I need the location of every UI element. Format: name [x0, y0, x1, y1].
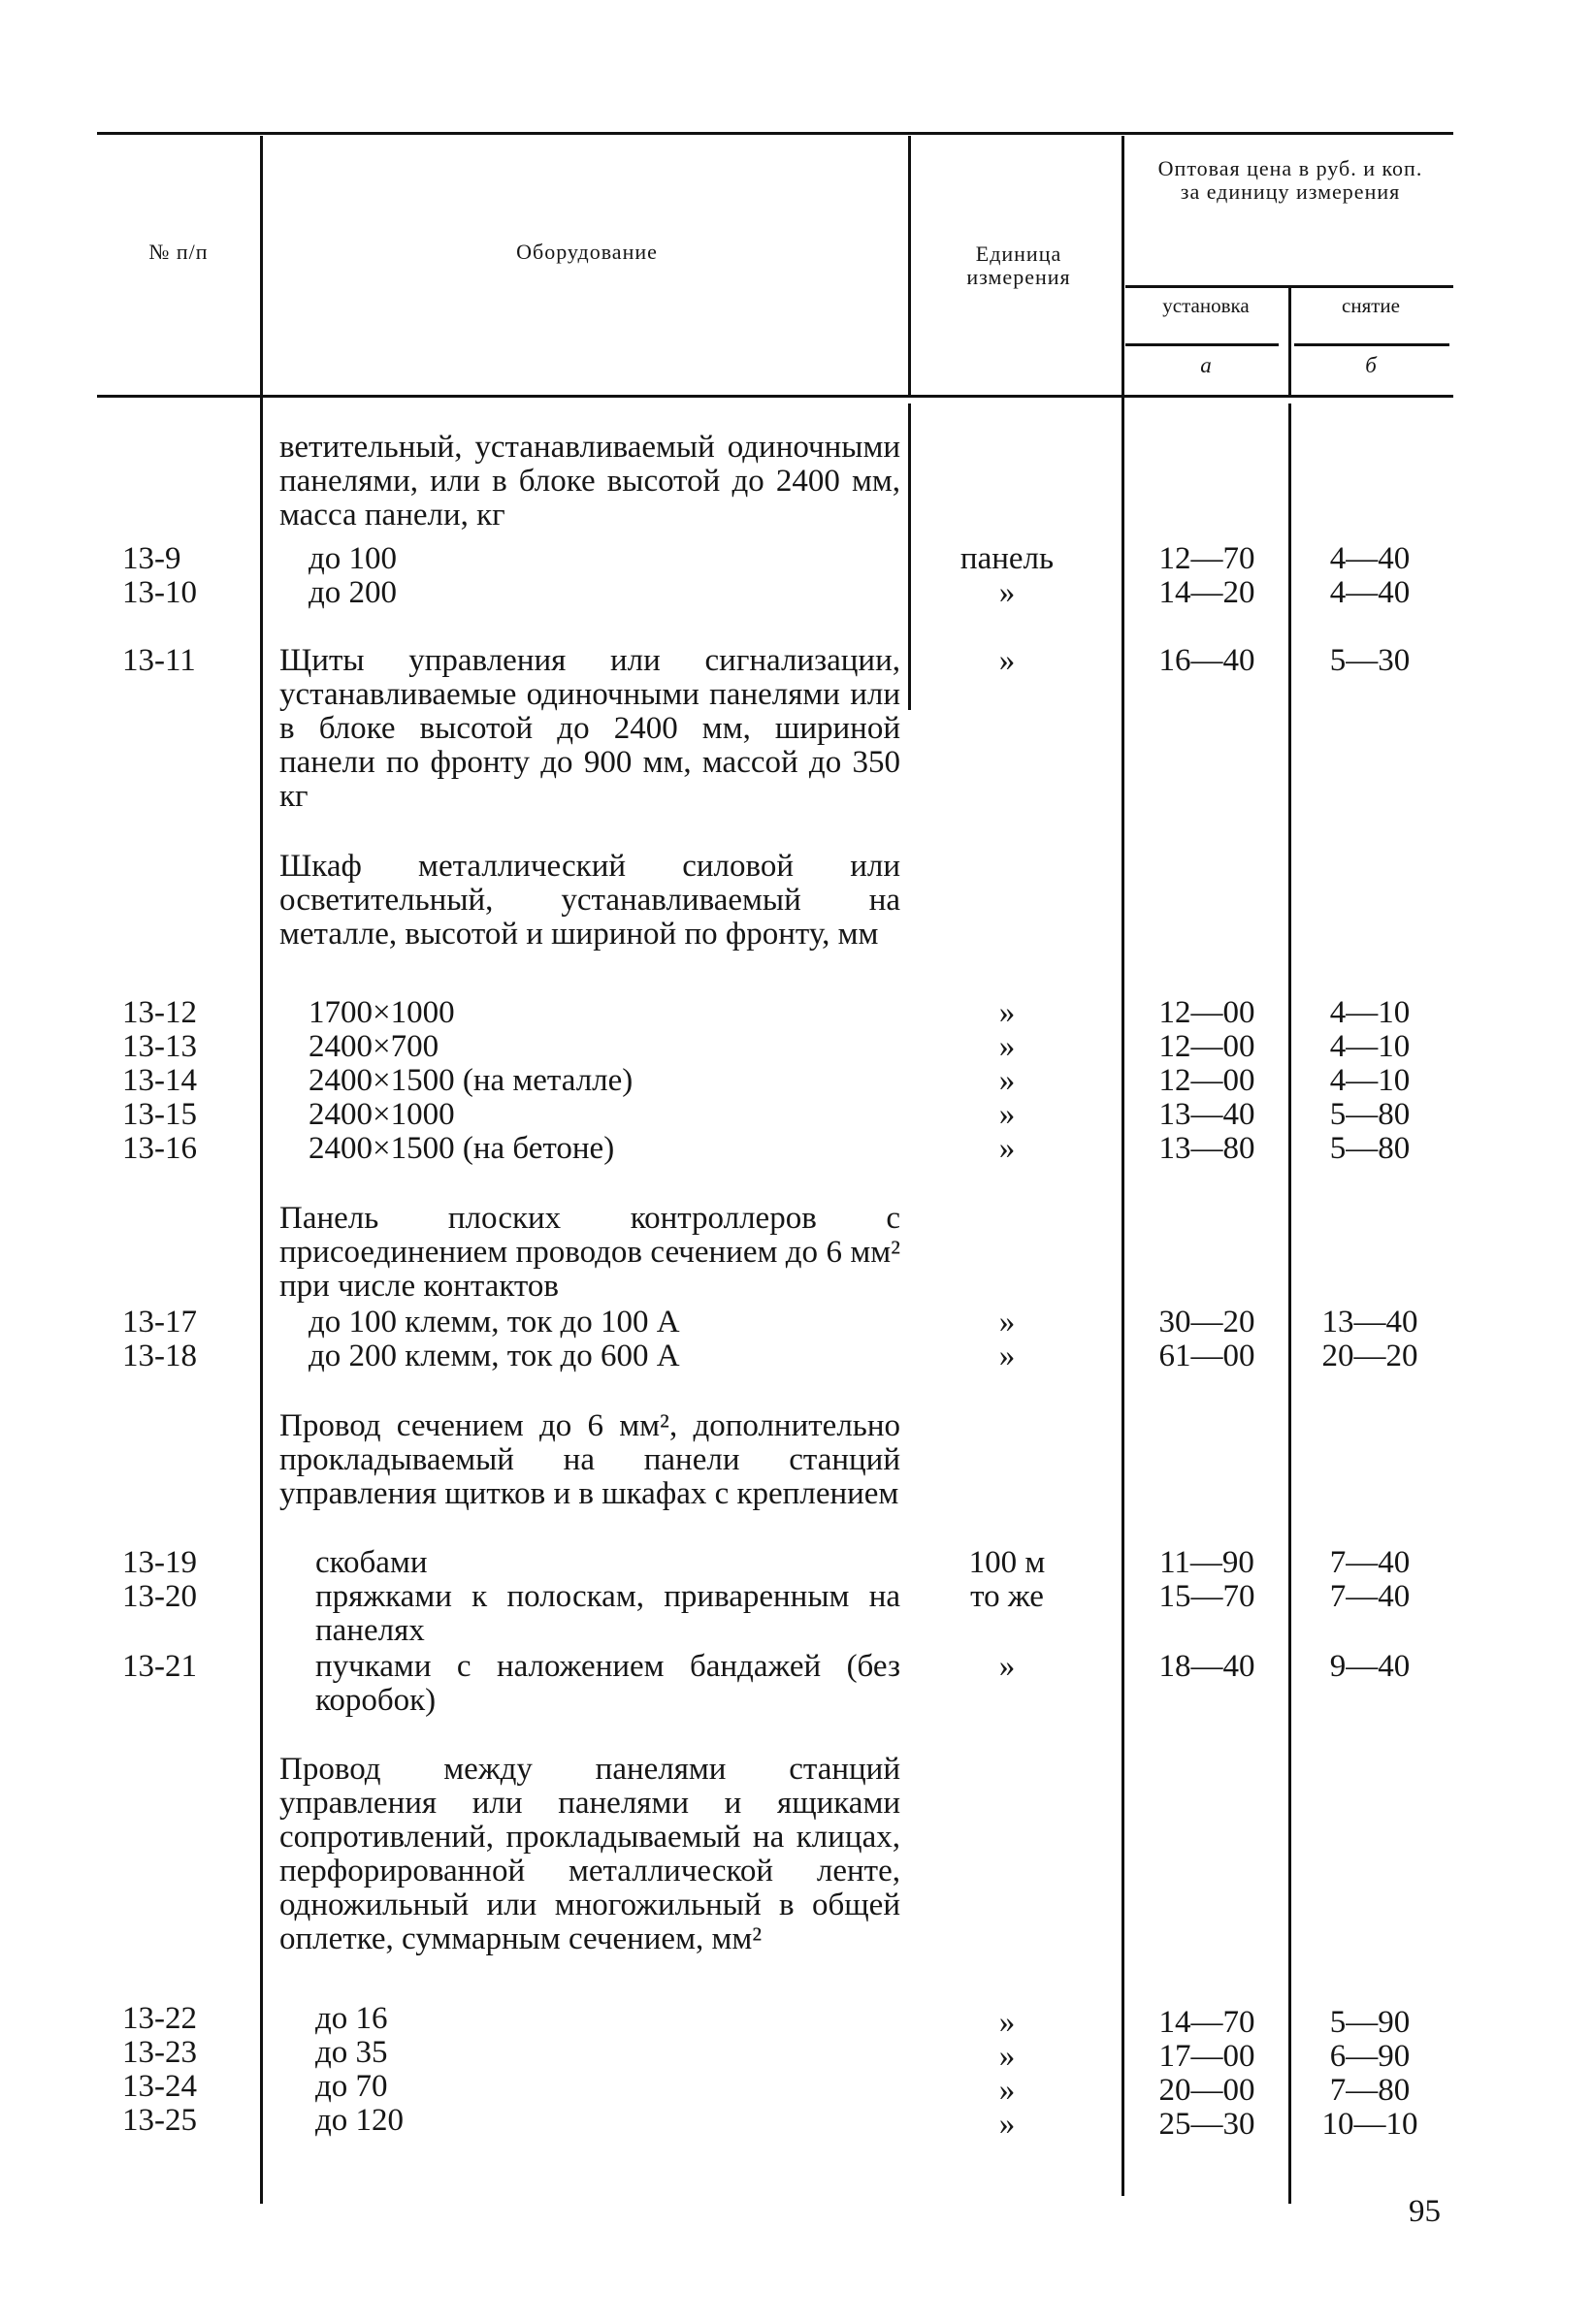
- price-install: 13—40: [1158, 1097, 1255, 1132]
- item-unit: »: [998, 575, 1016, 610]
- price-install: 17—00: [1158, 2039, 1255, 2074]
- price-install: 14—20: [1158, 575, 1255, 610]
- item-description: скобами: [315, 1545, 428, 1580]
- item-number: 13-14: [122, 1063, 197, 1098]
- price-remove: 4—10: [1329, 1063, 1411, 1098]
- item-description: до 100: [309, 541, 398, 576]
- col-divider-3: [1122, 136, 1124, 2196]
- group-description: Шкаф металлический силовой или осветительный, устанавливаемый на металле, высотой и шириной по фронту, мм: [279, 849, 900, 952]
- item-number: 13-11: [122, 643, 196, 678]
- item-description: 2400×1000: [309, 1097, 455, 1132]
- price-remove: 4—10: [1329, 1029, 1411, 1064]
- header-col-no: № п/п: [148, 240, 209, 264]
- price-remove: 5—80: [1329, 1131, 1411, 1166]
- item-number: 13-25: [122, 2103, 197, 2138]
- item-number: 13-24: [122, 2069, 197, 2104]
- item-number: 13-21: [122, 1649, 197, 1684]
- price-install: 12—00: [1158, 1029, 1255, 1064]
- price-install: 16—40: [1158, 643, 1255, 678]
- price-letter-rule-b: [1294, 343, 1449, 346]
- item-description: до 120: [315, 2103, 405, 2138]
- header-col-remove-letter: б: [1365, 353, 1377, 377]
- item-unit: »: [998, 1131, 1016, 1166]
- col-divider-2b: [908, 403, 911, 710]
- item-unit: »: [998, 995, 1016, 1030]
- price-remove: 5—90: [1329, 2005, 1411, 2040]
- header-col-install-letter: а: [1200, 353, 1212, 377]
- price-install: 13—80: [1158, 1131, 1255, 1166]
- item-unit: панель: [959, 541, 1055, 576]
- price-remove: 7—40: [1329, 1545, 1411, 1580]
- price-install: 12—00: [1158, 995, 1255, 1030]
- item-description: 2400×1500 (на металле): [309, 1063, 634, 1098]
- item-number: 13-23: [122, 2035, 197, 2070]
- price-install: 12—70: [1158, 541, 1255, 576]
- item-description: до 200: [309, 575, 398, 610]
- header-col-price-group: Оптовая цена в руб. и коп. за единицу измерения: [1157, 156, 1423, 204]
- item-unit: »: [998, 2039, 1016, 2074]
- item-unit: то же: [970, 1579, 1044, 1614]
- price-install: 15—70: [1158, 1579, 1255, 1614]
- item-description: до 35: [315, 2035, 388, 2070]
- item-number: 13-16: [122, 1131, 197, 1166]
- header-bottom-rule: [97, 395, 1453, 398]
- item-unit: »: [998, 2005, 1016, 2040]
- price-remove: 6—90: [1329, 2039, 1411, 2074]
- group-description: Панель плоских контроллеров с присоединением проводов сечением до 6 мм² при числе контактов: [279, 1201, 900, 1304]
- price-remove: 5—30: [1329, 643, 1411, 678]
- item-description: до 16: [315, 2001, 388, 2036]
- item-number: 13-12: [122, 995, 197, 1030]
- group-description: Провод сечением до 6 мм², дополнительно прокладываемый на панели станций управления щитков и в шкафах с креплением: [279, 1408, 900, 1511]
- item-unit: »: [998, 1063, 1016, 1098]
- item-description: до 70: [315, 2069, 388, 2104]
- price-remove: 4—40: [1329, 541, 1411, 576]
- item-description: 2400×1500 (на бетоне): [309, 1131, 615, 1166]
- item-number: 13-15: [122, 1097, 197, 1132]
- price-remove: 5—80: [1329, 1097, 1411, 1132]
- price-remove: 7—80: [1329, 2073, 1411, 2108]
- item-description: до 200 клемм, ток до 600 А: [309, 1339, 680, 1373]
- item-description: Щиты управления или сигнализации, устанавливаемые одиночными панелями или в блоке высотой до 2400 мм, шириной панели по фронту до 900 мм, массой до 350 кг: [279, 643, 900, 814]
- item-number: 13-10: [122, 575, 197, 610]
- page-number: 95: [1409, 2194, 1441, 2229]
- price-remove: 7—40: [1329, 1579, 1411, 1614]
- item-number: 13-18: [122, 1339, 197, 1373]
- price-remove: 9—40: [1329, 1649, 1411, 1684]
- item-description: до 100 клемм, ток до 100 А: [309, 1305, 680, 1340]
- header-col-install: установка: [1162, 294, 1250, 317]
- item-description: 2400×700: [309, 1029, 439, 1064]
- item-description: пряжками к полоскам, приваренным на панелях: [315, 1579, 900, 1648]
- item-number: 13-17: [122, 1305, 197, 1340]
- price-remove: 4—40: [1329, 575, 1411, 610]
- item-unit: »: [998, 1029, 1016, 1064]
- price-remove: 13—40: [1321, 1305, 1418, 1340]
- price-remove: 4—10: [1329, 995, 1411, 1030]
- header-col-remove: снятие: [1342, 294, 1400, 317]
- price-letter-rule-a: [1125, 343, 1279, 346]
- item-unit: »: [998, 1097, 1016, 1132]
- item-number: 13-19: [122, 1545, 197, 1580]
- item-unit: »: [998, 1649, 1016, 1684]
- price-install: 25—30: [1158, 2107, 1255, 2142]
- item-number: 13-13: [122, 1029, 197, 1064]
- price-install: 12—00: [1158, 1063, 1255, 1098]
- price-install: 14—70: [1158, 2005, 1255, 2040]
- group-description: Провод между панелями станций управления или панелями и ящиками сопротивлений, прокладываемый на клицах, перфорированной металлической ленте, одножильный или многожильный в общей оплетке, суммарным сечением, мм²: [279, 1752, 900, 1956]
- item-number: 13-9: [122, 541, 181, 576]
- header-col-equipment: Оборудование: [516, 240, 658, 264]
- table-top-rule: [97, 132, 1453, 135]
- price-install: 11—90: [1159, 1545, 1254, 1580]
- item-number: 13-20: [122, 1579, 197, 1614]
- col-divider-4: [1288, 287, 1291, 398]
- col-divider-2: [908, 136, 911, 398]
- price-remove: 10—10: [1321, 2107, 1418, 2142]
- price-remove: 20—20: [1321, 1339, 1418, 1373]
- item-unit: »: [998, 2107, 1016, 2142]
- item-unit: »: [998, 2073, 1016, 2108]
- item-unit: »: [998, 1339, 1016, 1373]
- item-unit: »: [998, 643, 1016, 678]
- item-description: 1700×1000: [309, 995, 455, 1030]
- item-description: пучками с наложением бандажей (без коробок): [315, 1649, 900, 1718]
- item-unit: »: [998, 1305, 1016, 1340]
- group-description: ветительный, устанавливаемый одиночными панелями, или в блоке высотой до 2400 мм, масса панели, кг: [279, 430, 900, 533]
- item-number: 13-22: [122, 2001, 197, 2036]
- price-install: 61—00: [1158, 1339, 1255, 1373]
- price-install: 18—40: [1158, 1649, 1255, 1684]
- price-install: 30—20: [1158, 1305, 1255, 1340]
- header-col-unit: Единица измерения: [966, 242, 1071, 289]
- col-divider-1: [260, 136, 263, 2204]
- item-unit: 100 м: [968, 1545, 1046, 1580]
- price-install: 20—00: [1158, 2073, 1255, 2108]
